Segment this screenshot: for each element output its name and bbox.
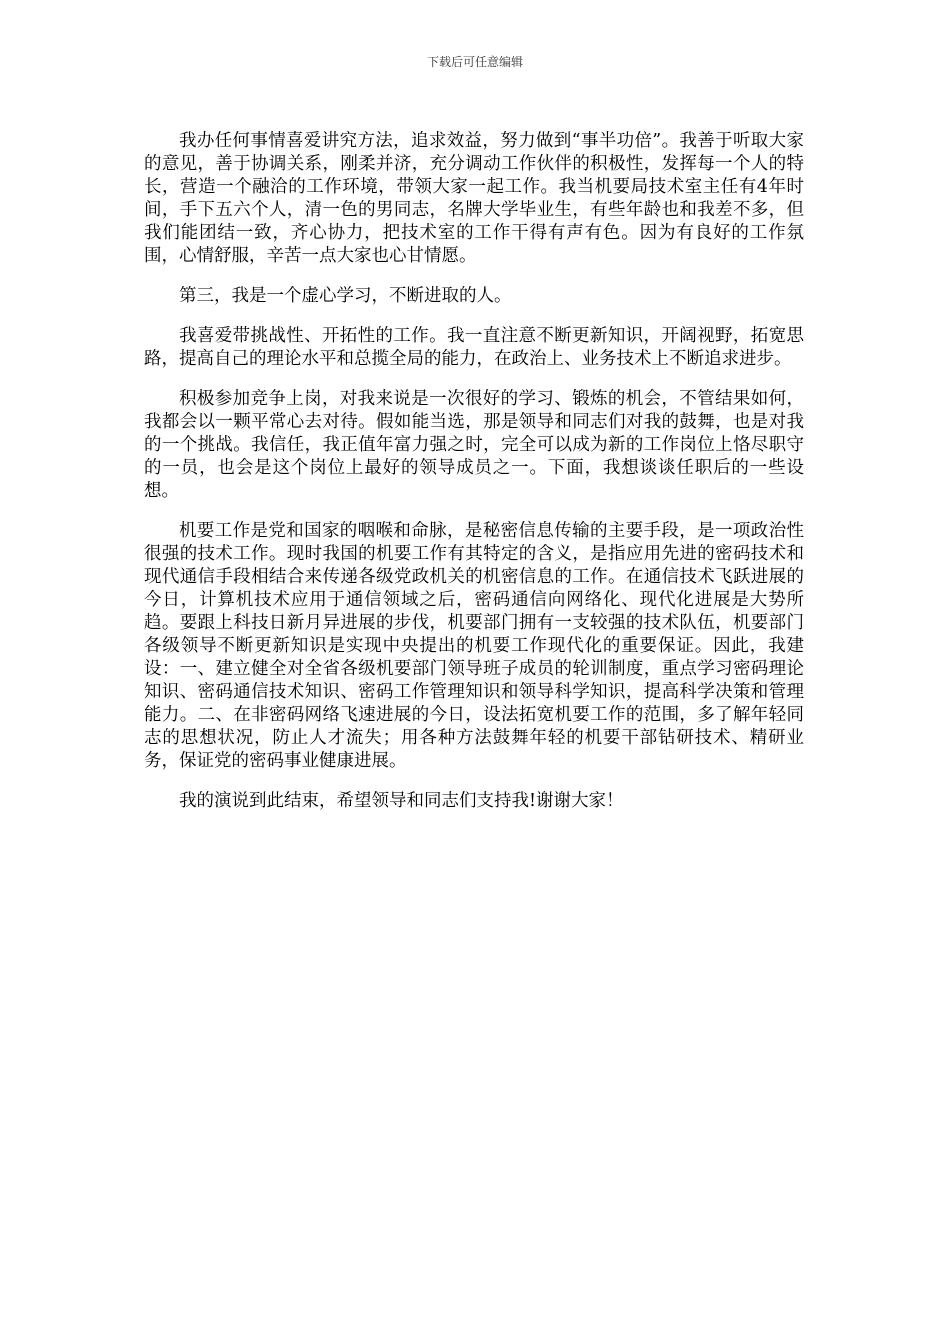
paragraph-competition: 积极参加竞争上岗，对我来说是一次很好的学习、锻炼的机会，不管结果如何，我都会以一颗平常心去对待。假如能当选，那是领导和同志们对我的鼓舞，也是对我的一个挑战。我信任，我正值年富力强之时，完全可以成为新的工作岗位上恪尽职守的一员，也会是这个岗位上最好的领导成员之一。下面，我想谈谈任职后的一些设想。 [144,389,804,501]
page-header: 下载后可任意编辑 [426,55,523,69]
paragraph-confidential-work: 机要工作是党和国家的咽喉和命脉，是秘密信息传输的主要手段，是一项政治性很强的技术工作。现时我国的机要工作有其特定的含义，是指应用先进的密码技术和现代通信手段相结合来传递各级党政机关的机密信息的工作。在通信技术飞跃进展的今日，计算机技术应用于通信领域之后，密码通信向网络化、现代化进展是大势所趋。要跟上科技日新月异进展的步伐，机要部门拥有一支较强的技术队伍，机要部门各级领导不断更新知识是实现中央提出的机要工作现代化的重要保证。因此，我建设：一、建立健全对全省各级机要部门领导班子成员的轮训制度，重点学习密码理论知识、密码通信技术知识、密码工作管理知识和领导科学知识，提高科学决策和管理能力。二、在非密码网络飞速进展的今日，设法拓宽机要工作的范围，多了解年轻同志的思想状况，防止人才流失；用各种方法鼓舞年轻的机要干部钻研技术、精研业务，保证党的密码事业健康进展。 [144,521,804,771]
paragraph-method: 我办任何事情喜爱讲究方法，追求效益，努力做到“事半功倍”。我善于听取大家的意见，善于协调关系，刚柔并济，充分调动工作伙伴的积极性，发挥每一个人的特长，营造一个融洽的工作环境，带领大家一起工作。我当机要局技术室主任有4年时间，手下五六个人，清一色的男同志，名牌大学毕业生，有些年龄也和我差不多，但我们能团结一致，齐心协力，把技术室的工作干得有声有色。因为有良好的工作氛围，心情舒服，辛苦一点大家也心甘情愿。 [144,131,804,266]
paragraph-challenge: 我喜爱带挑战性、开拓性的工作。我一直注意不断更新知识，开阔视野，拓宽思路，提高自己的理论水平和总揽全局的能力，在政治上、业务技术上不断追求进步。 [144,326,804,369]
document-body [144,130,804,830]
paragraph-third-point: 第三，我是一个虚心学习，不断进取的人。 [179,286,512,306]
paragraph-closing: 我的演说到此结束，希望领导和同志们支持我!谢谢大家！ [179,791,624,811]
